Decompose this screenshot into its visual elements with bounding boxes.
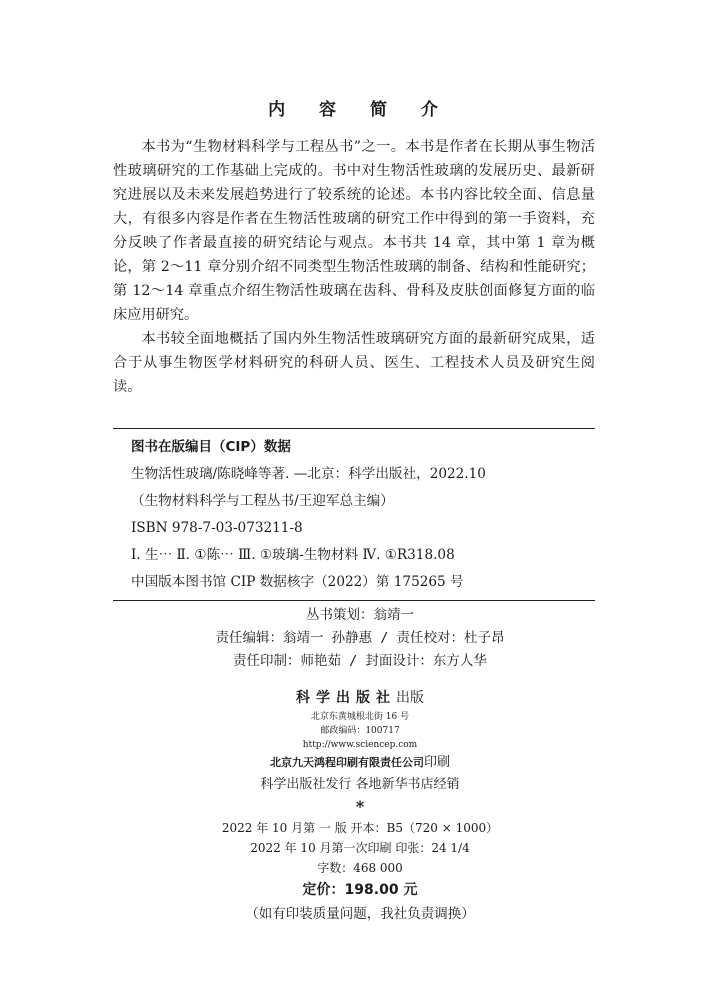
cip-data-block (131, 434, 591, 596)
divider-top (113, 428, 595, 429)
separator-star: * (355, 797, 365, 816)
isbn: ISBN 978-7-03-073211-8 (131, 520, 303, 536)
divider-bottom (113, 600, 595, 601)
publisher-name: 科学出版社 (296, 690, 396, 706)
quality-notice: （如有印装质量问题，我社负责调换） (245, 906, 475, 922)
printer-line (0, 752, 720, 774)
cip-bibliographic-line: 生物活性玻璃/陈晓峰等著. —北京：科学出版社，2022.10 (131, 466, 486, 482)
publisher-address: 北京东黄城根北街 16 号 (310, 712, 410, 722)
price: 定价：198.00 元 (302, 882, 418, 898)
page-title: 内 容 简 介 (268, 100, 452, 120)
imprint-block (0, 686, 720, 926)
summary-paragraph-2: 本书较全面地概括了国内外生物活性玻璃研究方面的最新研究成果，适合于从事生物医学材料研究的科研人员、医生、工程技术人员及研究生阅读。 (113, 331, 595, 395)
summary-paragraph-1: 本书为“生物材料科学与工程丛书”之一。本书是作者在长期从事生物活性玻璃研究的工作基础上完成的。书中对生物活性玻璃的发展历史、最新研究进展以及未来发展趋势进行了较系统的论述。本书内容比较全面、信息量大，有很多内容是作者在生物活性玻璃的研究工作中得到的第一手资料，充分反映了作者最直接的研究结论与观点。本书共 14 章，其中第 1 章为概论，第 2～11 章分别介绍不同类型生物活性玻璃的制备、结构和性能研究；第 12～14 章重点介绍生物活性玻璃在齿科、骨科及皮肤创面修复方面的临床应用研究。 (113, 139, 595, 323)
cip-heading: 图书在版编目（CIP）数据 (131, 439, 291, 455)
production-credits: 责任印制：师艳茹 / 封面设计：东方人华 (233, 653, 487, 669)
publisher-website: http://www.sciencep.com (302, 740, 418, 750)
book-summary (113, 135, 595, 399)
series-planner: 丛书策划：翁靖一 (306, 607, 414, 623)
distribution-line: 科学出版社发行 各地新华书店经销 (260, 777, 460, 792)
cip-series-line: （生物材料科学与工程丛书/王迎军总主编） (131, 493, 394, 509)
edition-info: 2022 年 10 月第 一 版 开本：B5（720 × 1000） (221, 821, 499, 835)
printer-suffix: 印刷 (423, 755, 450, 770)
responsible-editors: 责任编辑：翁靖一 孙静惠 / 责任校对：杜子昂 (215, 630, 505, 646)
printing-info: 2022 年 10 月第一次印刷 印张：24 1/4 (250, 841, 470, 855)
cip-record-number: 中国版本图书馆 CIP 数据核字（2022）第 175265 号 (131, 574, 464, 590)
editorial-credits (0, 604, 720, 673)
cip-classification: Ⅰ. 生⋯ Ⅱ. ①陈⋯ Ⅲ. ①玻璃-生物材料 Ⅳ. ①R318.08 (131, 547, 455, 563)
word-count: 字数：468 000 (317, 861, 403, 875)
publisher-suffix: 出版 (396, 690, 424, 706)
publisher-postcode: 邮政编码：100717 (320, 726, 400, 736)
printer-name: 北京九天鸿程印刷有限责任公司 (269, 756, 424, 769)
publisher-line (0, 686, 720, 710)
